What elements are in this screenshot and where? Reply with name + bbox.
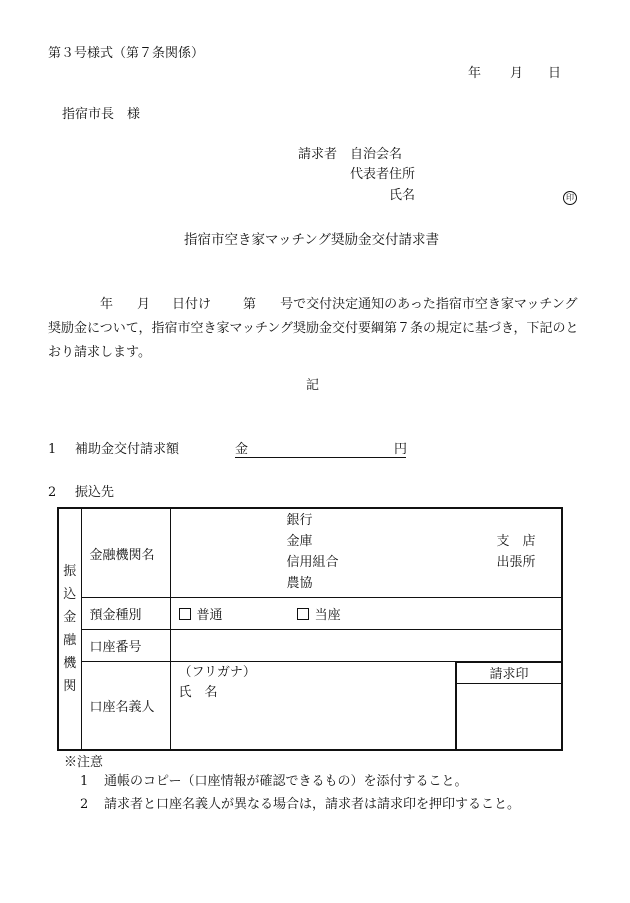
- body-dai: 第: [243, 297, 257, 312]
- org-name-label: 自治会名: [350, 147, 403, 162]
- furigana-label: （フリガナ）: [178, 665, 256, 680]
- type-credit-union: 信用組合: [286, 555, 339, 570]
- document-title: 指宿市空き家マッチング奨励金交付請求書: [184, 232, 440, 248]
- name-label: 氏名: [389, 188, 416, 203]
- item1-label: 補助金交付請求額: [75, 442, 180, 457]
- current-label: 当座: [314, 608, 341, 623]
- body-day: 日付け: [172, 297, 212, 312]
- seal-header: 請求印: [456, 662, 562, 684]
- holder-label: 口座名義人: [81, 662, 170, 750]
- transfer-side-label: [58, 508, 81, 750]
- note1-text: 通帳のコピー（口座情報が確認できるもの）を添付すること。: [104, 774, 468, 789]
- current-checkbox[interactable]: [297, 608, 309, 620]
- seal-mark-wrap: [563, 189, 577, 205]
- type-shinkin: 金庫: [286, 534, 313, 549]
- note2-number: 2: [80, 797, 89, 812]
- institution-label: 金融機関名: [81, 508, 170, 598]
- item2-number: 2: [48, 485, 57, 500]
- side-char: 融: [63, 632, 77, 648]
- body-paragraph: [48, 293, 583, 365]
- account-type-label: 預金種別: [81, 598, 170, 630]
- date-day: 日: [548, 66, 562, 81]
- note1-number: 1: [80, 774, 89, 789]
- sub-branch-label: 出張所: [496, 555, 536, 570]
- item1-number: 1: [48, 442, 57, 457]
- holder-cell[interactable]: [170, 662, 456, 750]
- ordinary-label: 普通: [196, 608, 223, 623]
- addressee: 指宿市長 様: [62, 107, 141, 122]
- date-month: 月: [510, 66, 524, 81]
- notes-heading: ※注意: [64, 755, 104, 770]
- amount-underline: [235, 457, 406, 458]
- type-ja: 農協: [286, 576, 313, 591]
- current-option[interactable]: [297, 608, 341, 623]
- side-char: 振: [63, 563, 77, 579]
- institution-cell[interactable]: [170, 508, 562, 598]
- body-month: 月: [137, 297, 151, 312]
- date-year: 年: [468, 66, 482, 81]
- body-text: 号で交付決定通知のあった指宿市空き家マッチング奨励金について，指宿市空き家マッチング奨励金交付要綱第７条の規定に基づき，下記のとおり請求します。: [48, 297, 579, 360]
- side-char: 込: [63, 586, 77, 602]
- branch-label: 支 店: [496, 534, 536, 549]
- side-char: 機: [63, 655, 77, 671]
- item1-kin: 金: [235, 442, 249, 457]
- holder-name-label: 氏 名: [178, 685, 218, 700]
- item1-en: 円: [394, 442, 408, 457]
- account-number-label: 口座番号: [81, 630, 170, 662]
- seal-mark: 印: [563, 191, 577, 205]
- body-year: 年: [100, 297, 114, 312]
- account-type-cell: [170, 598, 562, 630]
- seal-box[interactable]: [456, 684, 562, 750]
- rep-address-label: 代表者住所: [350, 167, 416, 182]
- form-number: 第３号様式（第７条関係）: [48, 46, 205, 61]
- ordinary-checkbox[interactable]: [179, 608, 191, 620]
- ki-mark: 記: [306, 378, 320, 393]
- side-char: 関: [63, 678, 77, 694]
- note2-text: 請求者と口座名義人が異なる場合は，請求者は請求印を押印すること。: [104, 797, 521, 812]
- ordinary-option[interactable]: [179, 608, 223, 623]
- item2-label: 振込先: [75, 485, 115, 500]
- bank-table: [57, 507, 563, 751]
- type-bank: 銀行: [286, 513, 313, 528]
- account-number-cell[interactable]: [170, 630, 562, 662]
- requester-label: 請求者: [298, 147, 338, 162]
- side-char: 金: [63, 609, 77, 625]
